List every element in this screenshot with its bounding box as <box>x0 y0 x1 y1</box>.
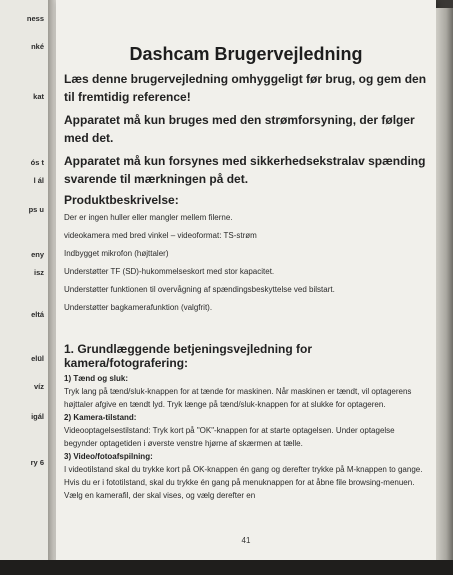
left-page-fragment: isz <box>33 268 44 277</box>
left-page-fragment: eny <box>31 250 44 259</box>
left-page-fragment: elül <box>31 354 44 363</box>
previous-page <box>0 0 49 560</box>
page-stack-edge <box>436 8 453 560</box>
page-content <box>64 70 430 502</box>
feature-item: Understøtter funktionen til overvågning af spændingsbeskyttelse ved bilstart. <box>64 285 335 294</box>
left-page-fragment: l ál <box>33 176 44 185</box>
manual-page <box>56 0 436 560</box>
left-page-fragment: ps u <box>28 205 44 214</box>
intro-paragraph: Apparatet må kun forsynes med sikkerhedsekstralav spænding svarende til mærkningen på det. <box>64 154 426 186</box>
page-number: 41 <box>241 536 251 545</box>
feature-item: Understøtter bagkamerafunktion (valgfrit). <box>64 303 213 312</box>
section-heading: 1. Grundlæggende betjeningsvejledning for kamera/fotografering: <box>64 342 313 370</box>
book-spine <box>48 0 56 560</box>
subsection-text: Videooptagelsestilstand: Tryk kort på "OK"-knappen for at starte optagelsen. Under optagelse begynder optagetiden i øverste venstre hjørne af skærmen at tælle. <box>64 426 395 448</box>
feature-item: Der er ingen huller eller mangler mellem filerne. <box>64 213 233 222</box>
left-page-fragment: nké <box>31 42 44 51</box>
left-page-fragment: ry 6 <box>30 458 44 467</box>
page-title: Dashcam Brugervejledning <box>129 44 363 64</box>
left-page-fragment: eltá <box>31 310 44 319</box>
subsection-title: 1) Tænd og sluk: <box>64 374 128 383</box>
subsection-text: Tryk lang på tænd/sluk-knappen for at tænde for maskinen. Når maskinen er tændt, vil optagerens højttaler afgive en tændt lyd. Tryk længe på tænd/sluk-knappen for at slukke for optageren. <box>64 387 412 409</box>
feature-item: videokamera med bred vinkel – videoformat: TS-strøm <box>64 231 257 240</box>
product-description-heading: Produktbeskrivelse: <box>64 193 179 207</box>
left-page-fragment: igál <box>31 412 44 421</box>
left-page-fragment: víz <box>33 382 44 391</box>
feature-item: Understøtter TF (SD)-hukommelseskort med stor kapacitet. <box>64 267 275 276</box>
left-page-fragment: kat <box>33 92 44 101</box>
subsection-text: I videotilstand skal du trykke kort på OK-knappen én gang og derefter trykke på M-knappen to gange. Hvis du er i fototilstand, skal du trykke én gang på menuknappen for at åbne file browsing-menuen. Vælg en kamerafil, der skal vises, og vælg derefter en <box>64 465 423 500</box>
left-page-fragment: ness <box>26 14 44 23</box>
subsection-title: 3) Video/fotoafspilning: <box>64 452 153 461</box>
intro-paragraph: Apparatet må kun bruges med den strømforsyning, der følger med det. <box>64 113 415 145</box>
table-surface <box>0 560 453 575</box>
subsection-title: 2) Kamera-tilstand: <box>64 413 137 422</box>
feature-item: Indbygget mikrofon (højttaler) <box>64 249 169 258</box>
left-page-fragment: ós t <box>30 158 44 167</box>
intro-paragraph: Læs denne brugervejledning omhyggeligt før brug, og gem den til fremtidig reference! <box>64 72 427 104</box>
